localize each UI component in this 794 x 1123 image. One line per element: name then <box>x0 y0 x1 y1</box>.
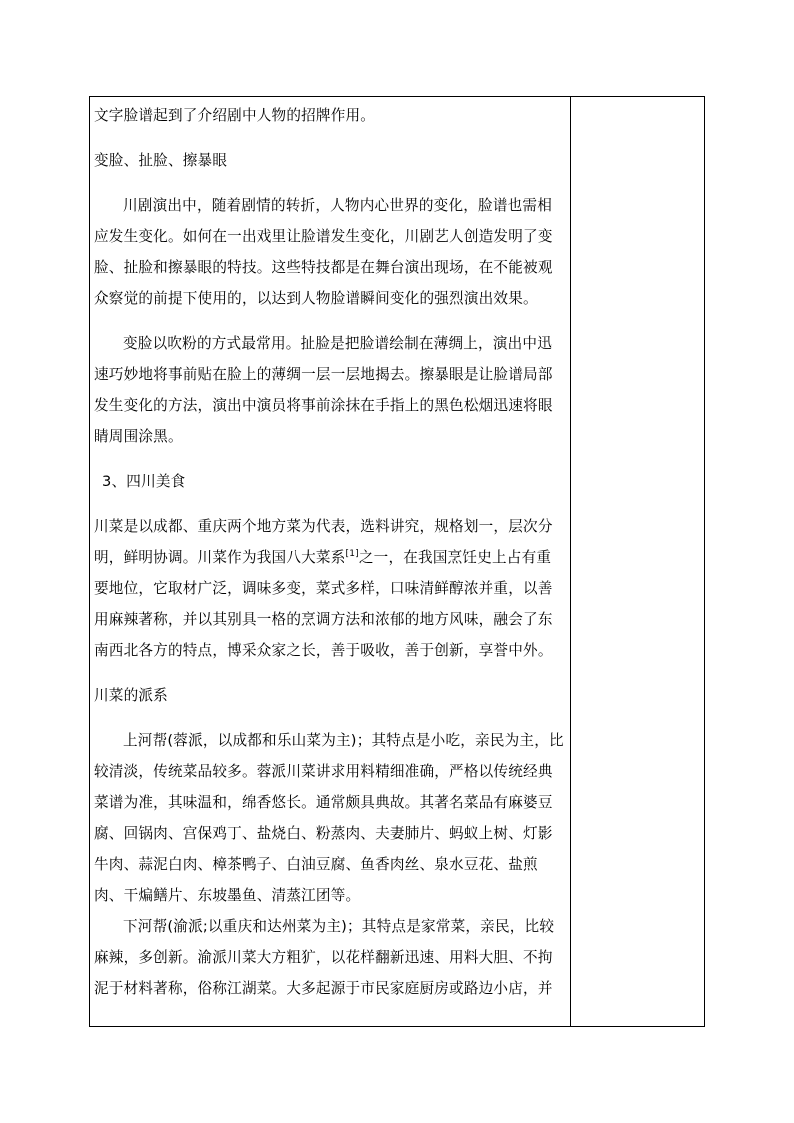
footnote-reference[interactable]: [1] <box>345 549 359 559</box>
paragraph-text-mask-intro: 文字脸谱起到了介绍剧中人物的招牌作用。 <box>94 107 376 124</box>
right-empty-cell <box>571 97 704 1026</box>
sichuan-cuisine-text-part2: 之一，在我国烹饪史上占有重要地位，它取材广泛，调味多变，菜式多样，口味清鲜醇浓并重，以善用麻辣著称，并以其别具一格的烹调方法和浓郁的地方风味，融会了东南西北各方的特点，博采众家之长，善于吸收，善于创新，享誉中外。 <box>94 549 553 659</box>
sichuan-cuisine-text-part1: 川菜是以成都、重庆两个地方菜为代表，选料讲究，规格划一，层次分明，鲜明协调。川菜作为我国八大菜系 <box>94 518 553 566</box>
paragraph-lower-river-school: 下河帮(渝派;以重庆和达州菜为主)；其特点是家常菜，亲民，比较麻辣，多创新。渝派川菜大方粗犷，以花样翻新迅速、用料大胆、不拘泥于材料著称，俗称江湖菜。大多起源于市民家庭厨房或路边小店，并 <box>94 918 555 997</box>
paragraph-upper-river-school: 上河帮(蓉派，以成都和乐山菜为主)；其特点是小吃，亲民为主，比较清淡，传统菜品较多。蓉派川菜讲求用料精细准确，严格以传统经典菜谱为准，其味温和，绵香悠长。通常颇具典故。其著名菜品有麻婆豆腐、回锅肉、宫保鸡丁、盐烧白、粉蒸肉、夫妻肺片、蚂蚁上树、灯影牛肉、蒜泥白肉、樟茶鸭子、白油豆腐、鱼香肉丝、泉水豆花、盐煎肉、干煸鳝片、东坡墨鱼、清蒸江团等。 <box>94 732 564 904</box>
heading-face-changing: 变脸、扯脸、擦暴眼 <box>94 152 228 169</box>
paragraph-face-changing-methods: 变脸以吹粉的方式最常用。扯脸是把脸谱绘制在薄绸上，演出中迅速巧妙地将事前贴在脸上的薄绸一层一层地揭去。擦暴眼是让脸谱局部发生变化的方法，演出中演员将事前涂抹在手指上的黑色松烟迅速将眼睛周围涂黑。 <box>94 335 553 445</box>
paragraph-face-changing-intro: 川剧演出中，随着剧情的转折，人物内心世界的变化，脸谱也需相应发生变化。如何在一出戏里让脸谱发生变化，川剧艺人创造发明了变脸、扯脸和擦暴眼的特技。这些特技都是在舞台演出现场，在不能被观众察觉的前提下使用的，以达到人物脸谱瞬间变化的强烈演出效果。 <box>94 197 553 307</box>
left-content-cell <box>94 100 564 1025</box>
heading-sichuan-food: 3、四川美食 <box>102 473 186 490</box>
heading-cuisine-schools: 川菜的派系 <box>94 687 168 704</box>
paragraph-sichuan-cuisine <box>94 511 564 666</box>
